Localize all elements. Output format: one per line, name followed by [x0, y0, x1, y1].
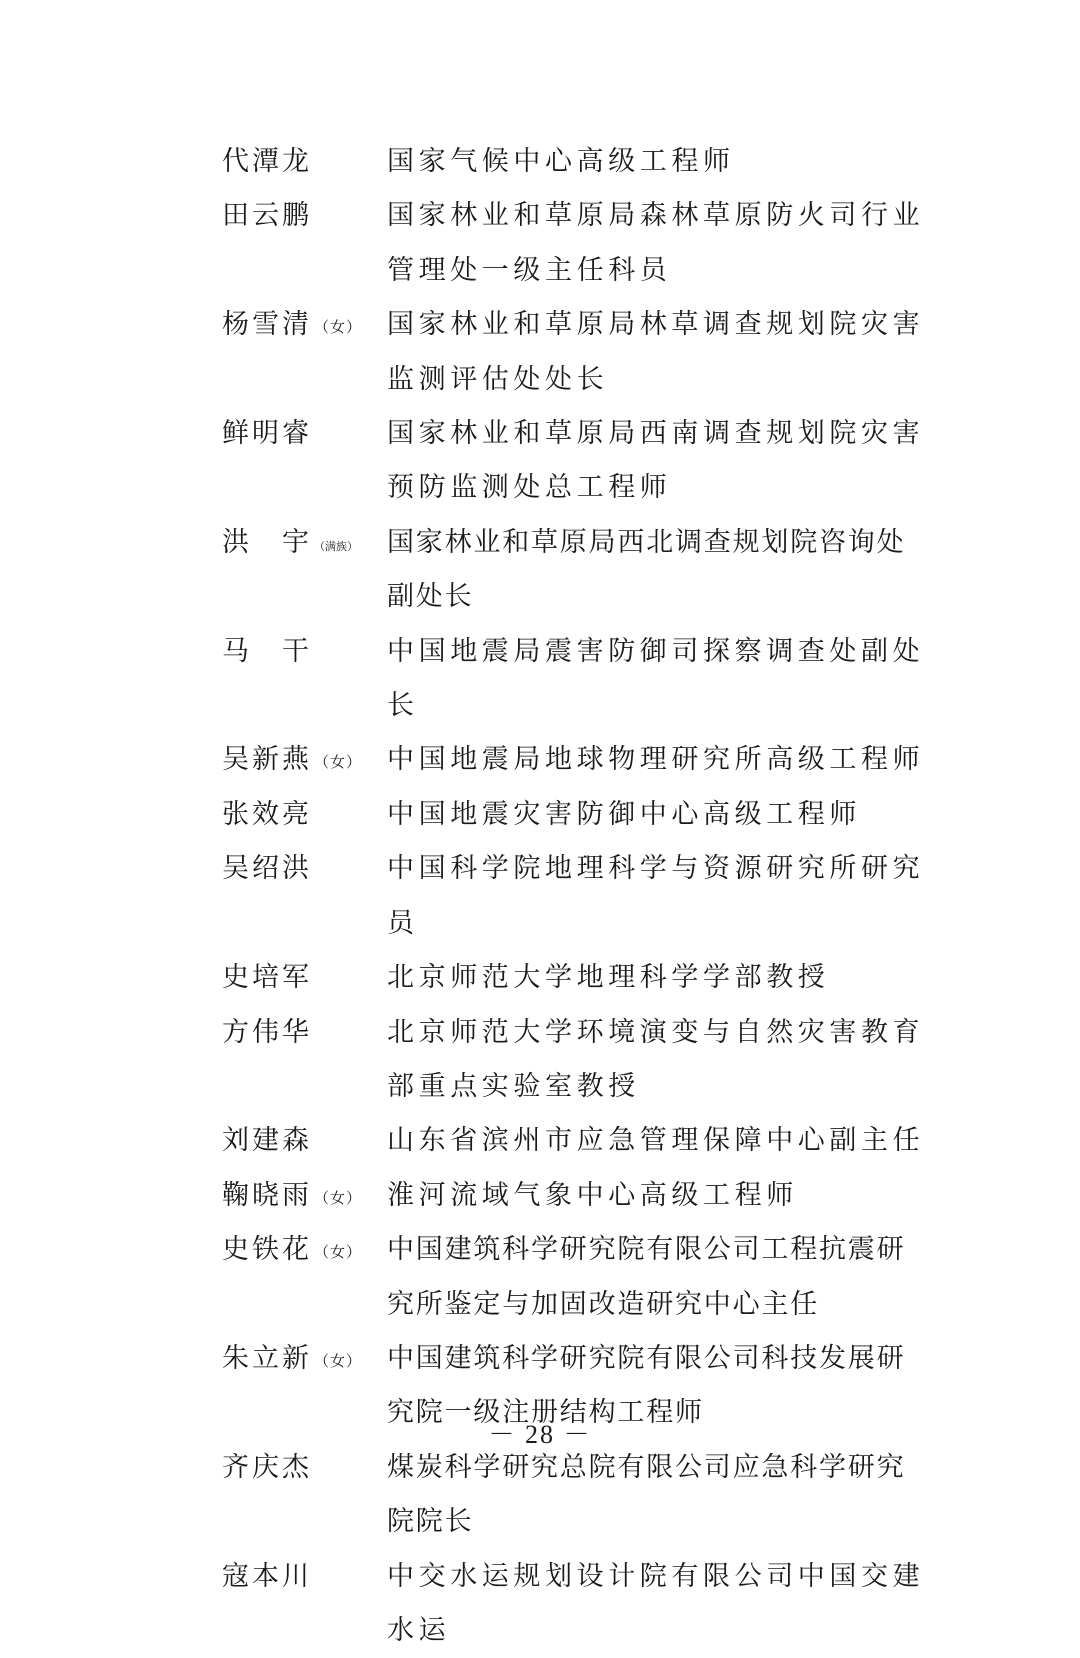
page-number: － 28 －: [488, 1420, 592, 1449]
list-item: [222, 135, 942, 189]
list-item: [222, 407, 942, 516]
person-note: （女）: [314, 318, 363, 337]
person-name: 马 干: [222, 635, 312, 667]
list-item: [222, 1223, 942, 1332]
person-note: （女）: [314, 1188, 363, 1207]
person-name: 田云鹏: [222, 200, 312, 232]
person-title: 中国建筑科学研究院有限公司科技发展研究院一级注册结构工程师: [387, 1342, 906, 1429]
list-item: [222, 788, 942, 842]
person-name: 刘建森: [222, 1125, 312, 1157]
list-item: [222, 625, 942, 734]
person-name: 鲜明睿: [222, 418, 312, 450]
person-name: 代潭龙: [222, 146, 312, 177]
person-name: 朱立新 （女）: [222, 1342, 363, 1374]
person-name: 张效亮: [222, 798, 312, 830]
list-item: [222, 298, 942, 407]
list-item: [222, 1550, 942, 1658]
person-title: 中国地震局地球物理研究所高级工程师: [387, 744, 925, 776]
list-item: [222, 1114, 942, 1168]
person-name: 吴新燕 （女）: [222, 744, 363, 776]
person-title: 中交水运规划设计院有限公司中国交建水运: [387, 1560, 925, 1646]
person-title: 山东省滨州市应急管理保障中心副主任: [387, 1125, 925, 1157]
person-note: （满族）: [314, 539, 358, 553]
person-title: 北京师范大学环境演变与自然灾害教育部重点实验室教授: [387, 1016, 925, 1102]
list-item: [222, 733, 942, 787]
person-title: 煤炭科学研究总院有限公司应急科学研究院院长: [387, 1451, 906, 1538]
list-item: [222, 842, 942, 951]
person-name: 史铁花 （女）: [222, 1234, 363, 1266]
person-name: 史培军: [222, 962, 312, 994]
person-name: 洪 宇 （满族）: [222, 526, 358, 558]
list-item: [222, 951, 942, 1005]
person-title: 国家林业和草原局林草调查规划院灾害监测评估处处长: [387, 309, 925, 395]
person-note: （女）: [314, 1243, 363, 1262]
list-item: [222, 516, 942, 625]
person-name: 杨雪清 （女）: [222, 309, 363, 341]
list-item: [222, 1169, 942, 1223]
person-title: 淮河流域气象中心高级工程师: [387, 1179, 798, 1211]
list-item: [222, 1006, 942, 1115]
person-note: （女）: [314, 753, 363, 772]
person-title: 中国建筑科学研究院有限公司工程抗震研究所鉴定与加固改造研究中心主任: [387, 1234, 906, 1320]
person-name: 齐庆杰: [222, 1451, 312, 1483]
person-name: 方伟华: [222, 1016, 312, 1048]
person-title: 国家林业和草原局西南调查规划院灾害预防监测处总工程师: [387, 418, 925, 504]
person-title: 中国科学院地理科学与资源研究所研究员: [387, 853, 925, 939]
person-title: 国家林业和草原局西北调查规划院咨询处副处长: [387, 526, 906, 613]
person-title: 中国地震灾害防御中心高级工程师: [387, 798, 861, 830]
person-title: 国家林业和草原局森林草原防火司行业管理处一级主任科员: [387, 200, 925, 286]
person-title: 北京师范大学地理科学学部教授: [387, 962, 830, 994]
person-title: 国家气候中心高级工程师: [387, 146, 735, 177]
list-item: [222, 189, 942, 298]
person-name: 寇本川: [222, 1560, 312, 1592]
list-item: [222, 1441, 942, 1550]
person-title: 中国地震局震害防御司探察调查处副处长: [387, 635, 925, 722]
person-name: 鞠晓雨 （女）: [222, 1179, 363, 1211]
person-name: 吴绍洪: [222, 853, 312, 885]
person-note: （女）: [314, 1351, 363, 1370]
